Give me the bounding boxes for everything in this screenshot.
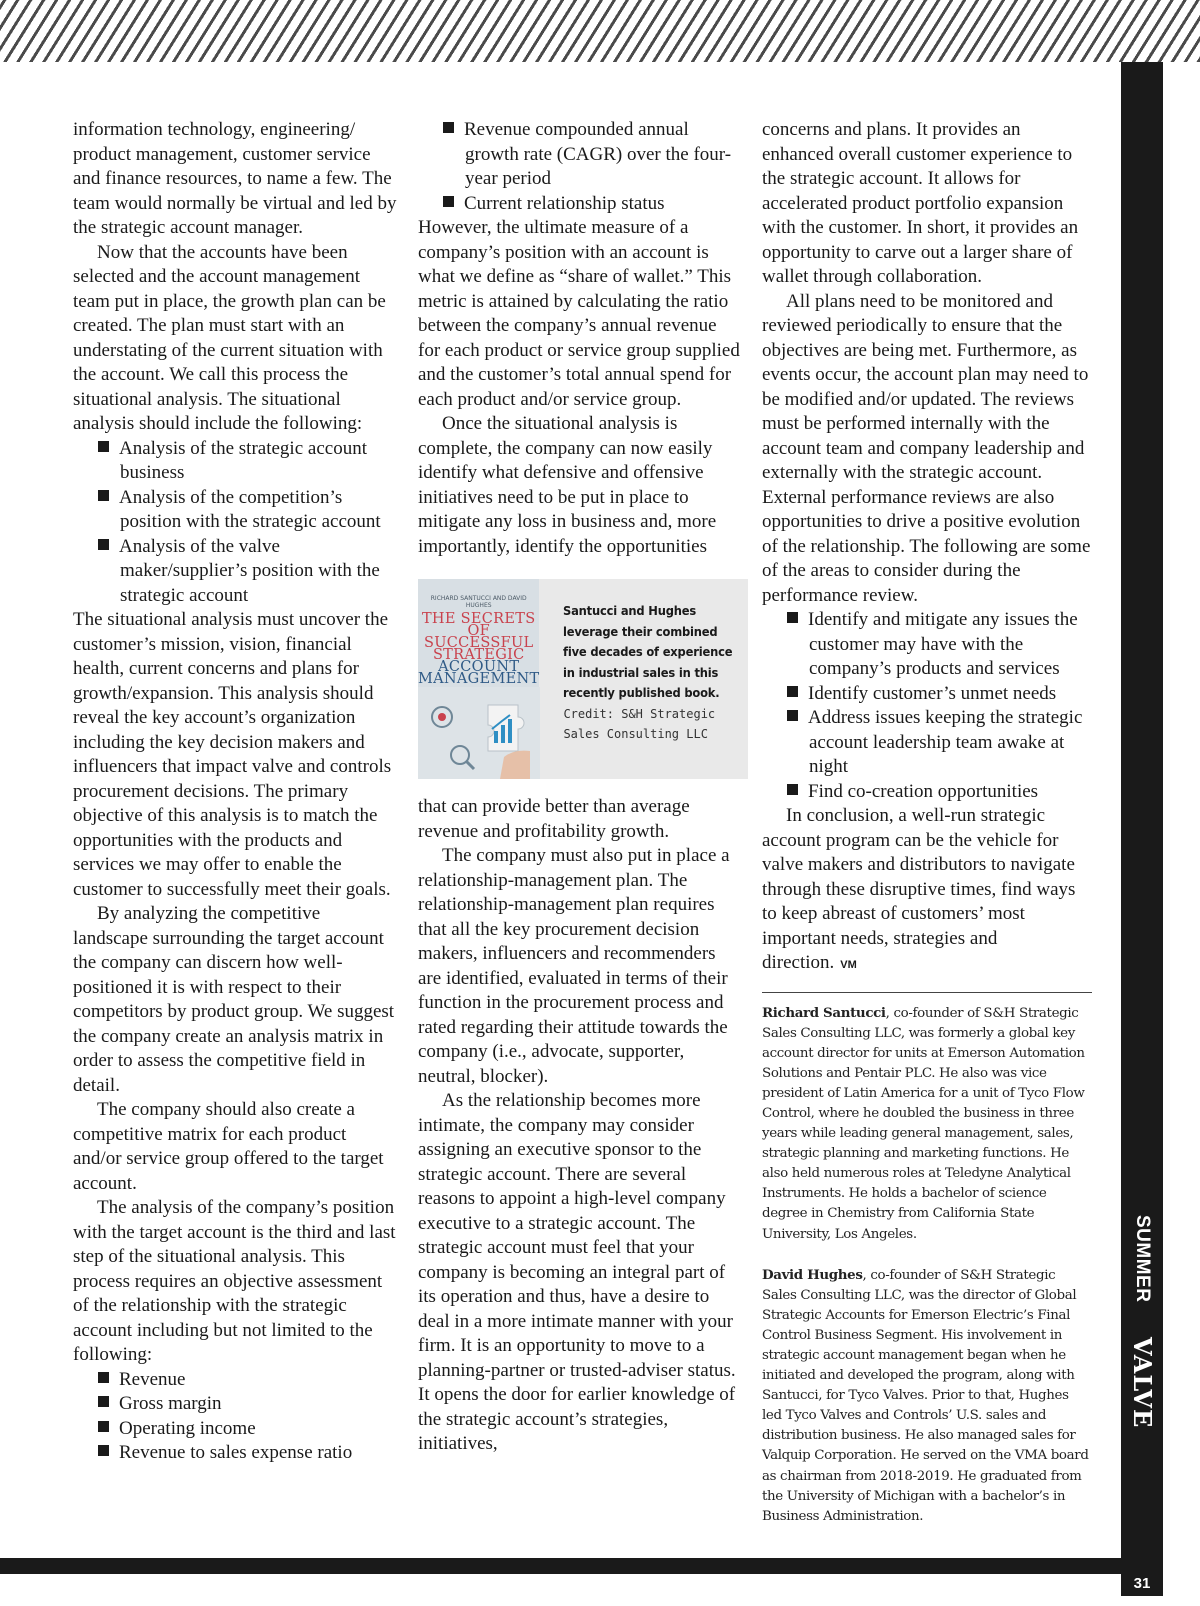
square-bullet-icon (98, 1421, 109, 1432)
divider (762, 992, 1092, 993)
book-authors: RICHARD SANTUCCI AND DAVID HUGHES (430, 595, 527, 609)
paragraph: that can provide better than average revenue and profitability growth. (418, 796, 690, 842)
bullet-list (73, 437, 398, 609)
list-item: Address issues keeping the strategic account leadership team awake at night (762, 706, 1092, 780)
author-name: Richard Santucci (762, 1004, 886, 1021)
paragraph: information technology, engineering/ product management, customer service and finance resources, to name a few. The team would normally be virtual and led by the strategic account manager. (73, 119, 397, 238)
paragraph: The analysis of the company’s position with the target account is the third and last step of the situational analysis. This process requires an objective assessment of the relationship with the strategic account including but not limited to the following: (73, 1197, 396, 1365)
bullet-list (418, 118, 743, 216)
puzzle-illustration-icon (418, 687, 540, 779)
paragraph: Once the situational analysis is complete, the company can now easily identify what defensive and offensive initiatives need to be put in place to mitigate any loss in business and, more importantly, identify the opportunities (418, 413, 717, 557)
article-column-2 (418, 118, 743, 1457)
end-mark: VM (840, 959, 857, 971)
page-footer-bar (0, 1558, 1163, 1574)
photo-credit: Credit: S&H Strategic Sales Consulting LLC (563, 706, 716, 741)
article-column-1 (73, 118, 398, 1466)
spine-label (1086, 1215, 1163, 1535)
list-item: Identify customer’s unmet needs (762, 682, 1092, 707)
square-bullet-icon (98, 490, 109, 501)
magazine-name: VALVE MAGAZINE (1086, 1336, 1157, 1499)
square-bullet-icon (98, 441, 109, 452)
square-bullet-icon (787, 686, 798, 697)
square-bullet-icon (787, 784, 798, 795)
list-item: Identify and mitigate any issues the customer may have with the company’s products and services (762, 608, 1092, 682)
square-bullet-icon (98, 1396, 109, 1407)
paragraph: The situational analysis must uncover the customer’s mission, vision, financial health, current concerns and plans for growth/expansion. This analysis should reveal the key account’s organization including the key decision makers and influencers that impact valve and controls procurement decisions. The primary objective of this analysis is to match the opportunities with the products and services we may offer to enable the customer to successfully meet their goals. (73, 609, 392, 900)
paragraph: Now that the accounts have been selected and the account management team put in place, the growth plan can be created. The plan must start with an understating of the current situation with the account. We call this process the situational analysis. The situational analysis should include the following: (73, 241, 386, 434)
caption-text: Santucci and Hughes leverage their combined five decades of experience in industrial sales in this recently published book. (563, 603, 733, 700)
book-title-line-2: ACCOUNT MANAGEMENT (418, 659, 540, 687)
list-item: Analysis of the valve maker/supplier’s position with the strategic account (73, 535, 398, 609)
author-name: David Hughes (762, 1266, 863, 1283)
issue-label: SUMMER 2022 (1090, 1215, 1153, 1303)
square-bullet-icon (443, 196, 454, 207)
header-hatch-band (0, 0, 1200, 62)
book-figure (418, 579, 748, 779)
paragraph: In conclusion, a well-run strategic account program can be the vehicle for valve makers and distributors to navigate through these disruptive times, find ways to keep abreast of customers’ most important needs, strategies and direction. VM (762, 805, 1076, 973)
paragraph: By analyzing the competitive landscape surrounding the target account the company can discern how well-positioned it is with respect to their competitors by product group. We suggest the company create an analysis matrix in order to assess the competitive field in detail. (73, 903, 395, 1096)
bullet-list (73, 1368, 398, 1466)
square-bullet-icon (787, 710, 798, 721)
paragraph: As the relationship becomes more intimate, the company may consider assigning an executive sponsor to the strategic account. There are several reasons to appoint a high-level company executive to a strategic account. The strategic account must feel that your company is becoming an integral part of its operation and thus, have a desire to deal in a more intimate manner with your firm. It is an opportunity to move to a planning-partner or trusted-adviser status. It opens the door for earlier knowledge of the strategic account’s strategies, initiatives, (418, 1090, 736, 1454)
list-item: Find co-creation opportunities (762, 780, 1092, 805)
paragraph: The company must also put in place a relationship-management plan. The relationship-management plan requires that all the key procurement decision makers, influencers and recommenders are identified, evaluated in terms of their function in the procurement process and rated regarding their attitude towards the company (i.e., advocate, supporter, neutral, blocker). (418, 845, 730, 1087)
paragraph: concerns and plans. It provides an enhanced overall customer experience to the strategic account. It allows for accelerated product portfolio expansion with the customer. In short, it provides an opportunity to carve out a larger share of wallet through collaboration. (762, 119, 1079, 287)
list-item: Revenue compounded annual growth rate (CAGR) over the four-year period (418, 118, 743, 192)
square-bullet-icon (98, 1372, 109, 1383)
list-item: Current relationship status (418, 192, 743, 217)
list-item: Revenue to sales expense ratio (73, 1441, 398, 1466)
square-bullet-icon (443, 122, 454, 133)
bullet-list (762, 608, 1092, 804)
paragraph: The company should also create a competitive matrix for each product and/or service group offered to the target account. (73, 1099, 384, 1194)
paragraph: However, the ultimate measure of a company’s position with an account is what we define as “share of wallet.” This metric is attained by calculating the ratio between the company’s annual revenue for each product or service group supplied and the customer’s total annual spend for each product and/or service group. (418, 217, 740, 410)
list-item: Analysis of the competition’s position with the strategic account (73, 486, 398, 535)
book-title-line-1: THE SECRETS OF SUCCESSFUL STRATEGIC (421, 611, 536, 663)
author-bio: David Hughes, co-founder of S&H Strategic Sales Consulting LLC, was the director of Global Strategic Accounts for Emerson Electric’s Final Control Business Segment. His involvement in strategic account management began when he initiated and developed the program, along with Santucci, for Tyco Valves. Prior to that, Hughes led Tyco Valves and Controls’ U.S. sales and distribution business. He also managed sales for Valquip Corporation. He served on the VMA board as chairman from 2018-2019. He graduated from the University of Michigan with a bachelor’s in Business Administration. (762, 1266, 1089, 1524)
figure-caption (539, 579, 768, 779)
author-bio: Richard Santucci, co-founder of S&H Strategic Sales Consulting LLC, was formerly a global key account director for units at Emerson Automation Solutions and Pentair PLC. He also was vice president of Latin America for a unit of Tyco Flow Control, where he doubled the business in three years while leading general management, sales, strategic planning and marketing functions. He also held numerous roles at Teledyne Analytical Instruments. He holds a bachelor of science degree in Chemistry from California State University, Los Angeles. (762, 1004, 1085, 1242)
list-item: Revenue (73, 1368, 398, 1393)
square-bullet-icon (787, 612, 798, 623)
list-item: Operating income (73, 1417, 398, 1442)
paragraph: All plans need to be monitored and reviewed periodically to ensure that the objectives are being met. Furthermore, as events occur, the account plan may need to be modified and/or updated. The reviews must be performed internally with the account team and company leadership and externally with the strategic account. External performance reviews are also opportunities to drive a positive evolution of the relationship. The following are some of the areas to consider during the performance review. (762, 290, 1091, 606)
page-number: 31 (1121, 1572, 1163, 1596)
list-item: Gross margin (73, 1392, 398, 1417)
list-item: Analysis of the strategic account business (73, 437, 398, 486)
article-column-3 (762, 118, 1092, 1527)
book-cover-image (418, 579, 539, 779)
square-bullet-icon (98, 539, 109, 550)
square-bullet-icon (98, 1445, 109, 1456)
